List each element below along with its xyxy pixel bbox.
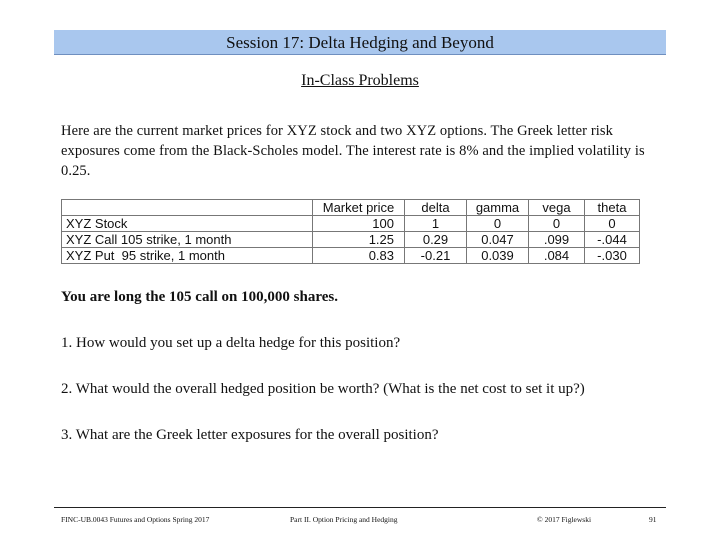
question-1: 1. How would you set up a delta hedge for this position? [61, 335, 401, 351]
section-subtitle: In-Class Problems [301, 72, 419, 89]
row-label: XYZ Call 105 strike, 1 month [62, 232, 313, 248]
column-header-theta: theta [585, 200, 640, 216]
slide-title: Session 17: Delta Hedging and Beyond [226, 33, 494, 52]
footer-copyright: © 2017 Figlewski [537, 515, 592, 524]
gamma-cell: 0.047 [467, 232, 529, 248]
delta-cell: -0.21 [405, 248, 467, 264]
table-row [62, 232, 640, 248]
gamma-cell: 0 [467, 216, 529, 232]
theta-cell: -.044 [585, 232, 640, 248]
vega-cell: 0 [529, 216, 585, 232]
market-price-cell: 100 [313, 216, 405, 232]
vega-cell: .099 [529, 232, 585, 248]
row-label: XYZ Put 95 strike, 1 month [62, 248, 313, 264]
footer-divider [54, 507, 666, 508]
market-price-cell: 0.83 [313, 248, 405, 264]
table-row [62, 248, 640, 264]
vega-cell: .084 [529, 248, 585, 264]
delta-cell: 0.29 [405, 232, 467, 248]
table-corner-cell [62, 200, 313, 216]
theta-cell: 0 [585, 216, 640, 232]
page-number: 91 [649, 515, 657, 524]
footer-course: FINC-UB.0043 Futures and Options Spring 2017 [61, 515, 210, 524]
intro-paragraph: Here are the current market prices for XYZ stock and two XYZ options. The Greek letter risk exposures come from the Black-Scholes model. The interest rate is 8% and the implied volatility is 0.25. [61, 123, 645, 179]
gamma-cell: 0.039 [467, 248, 529, 264]
position-statement: You are long the 105 call on 100,000 shares. [61, 289, 338, 305]
column-header-vega: vega [529, 200, 585, 216]
header-bar [54, 30, 666, 55]
column-header-market-price: Market price [313, 200, 405, 216]
delta-cell: 1 [405, 216, 467, 232]
theta-cell: -.030 [585, 248, 640, 264]
market-price-cell: 1.25 [313, 232, 405, 248]
column-header-delta: delta [405, 200, 467, 216]
column-header-gamma: gamma [467, 200, 529, 216]
table-header-row [62, 200, 640, 216]
table-row [62, 216, 640, 232]
row-label: XYZ Stock [62, 216, 313, 232]
question-2: 2. What would the overall hedged position be worth? (What is the net cost to set it up?) [61, 381, 585, 397]
question-3: 3. What are the Greek letter exposures for the overall position? [61, 427, 439, 443]
footer-part: Part II. Option Pricing and Hedging [290, 515, 398, 524]
market-price-table [61, 199, 640, 264]
